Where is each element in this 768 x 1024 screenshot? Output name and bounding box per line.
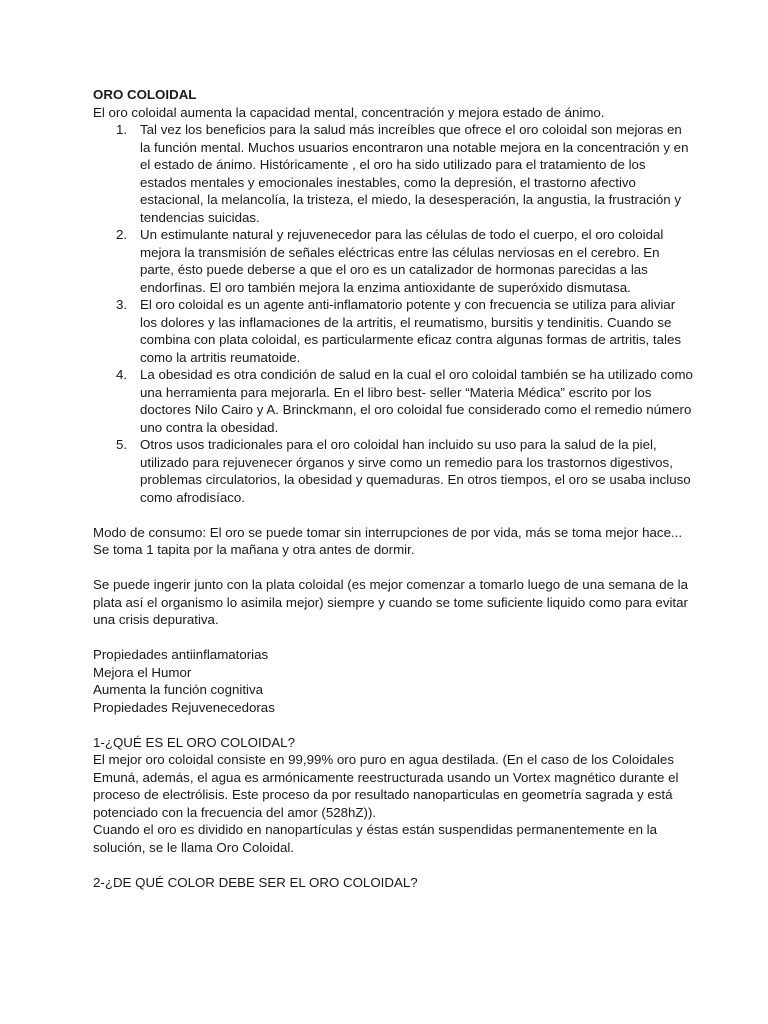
list-item: [93, 226, 693, 296]
spacer: [93, 716, 693, 734]
question-2-heading: 2-¿DE QUÉ COLOR DEBE SER EL ORO COLOIDAL?: [93, 874, 418, 890]
property-line: Propiedades Rejuvenecedoras: [93, 699, 275, 715]
document-title: ORO COLOIDAL: [93, 87, 197, 102]
question-1-heading: 1-¿QUÉ ES EL ORO COLOIDAL?: [93, 734, 295, 750]
list-item: [93, 121, 693, 226]
benefits-list: [93, 121, 693, 506]
list-item-number: 1.: [116, 122, 128, 137]
silver-paragraph: Se puede ingerir junto con la plata coloidal (es mejor comenzar a tomarlo luego de una semana de la plata así el organismo lo asimila mejor) siempre y cuando se tome suficiente liquido como para evitar una crisis depurativa.: [93, 577, 689, 627]
spacer: [93, 856, 693, 874]
list-item: [93, 366, 693, 436]
list-item-text: Un estimulante natural y rejuvenecedor para las células de todo el cuerpo, el oro coloidal mejora la transmisión de señales eléctricas entre las células nerviosas en el cerebro. En parte, ésto puede deberse a que el oro es un catalizador de hormonas parecidas a las endorfinas. El oro también mejora la enzima antioxidante de superóxido dismutasa.: [140, 227, 664, 295]
list-item: [93, 436, 693, 506]
consumption-paragraph: Modo de consumo: El oro se puede tomar sin interrupciones de por vida, más se toma mejor hace... Se toma 1 tapita por la mañana y otra antes de dormir.: [93, 524, 683, 557]
property-line: Aumenta la función cognitiva: [93, 682, 264, 697]
list-item-text: El oro coloidal es un agente anti-inflamatorio potente y con frecuencia se utiliza para aliviar los dolores y las inflamaciones de la artritis, el reumatismo, bursitis y tendinitis. Cuando se combina con plata coloidal, es particularmente eficaz contra algunas formas de artritis, tales como la artritis reumatoide.: [140, 297, 682, 365]
list-item-number: 5.: [116, 437, 128, 452]
property-line: Propiedades antiinflamatorias: [93, 647, 269, 662]
spacer: [93, 559, 693, 577]
list-item-number: 4.: [116, 367, 128, 382]
list-item-number: 2.: [116, 227, 128, 242]
question-1-paragraph-1: El mejor oro coloidal consiste en 99,99% oro puro en agua destilada. (En el caso de los Coloidales Emuná, además, el agua es armónicamente reestructurada usando un Vortex magnético durante el proceso de electrólisis. Este proceso da por resultado nanoparticulas en geometría sagrada y está potenciado con la frecuencia del amor (528hZ)).: [93, 752, 679, 820]
list-item-number: 3.: [116, 297, 128, 312]
property-line: Mejora el Humor: [93, 664, 192, 680]
document-page: [93, 86, 693, 891]
spacer: [93, 629, 693, 647]
list-item: [93, 296, 693, 366]
question-1-paragraph-2: Cuando el oro es dividido en nanopartículas y éstas están suspendidas permanentemente en la solución, se le llama Oro Coloidal.: [93, 822, 658, 855]
intro-paragraph: El oro coloidal aumenta la capacidad mental, concentración y mejora estado de ánimo.: [93, 104, 605, 120]
list-item-text: Tal vez los beneficios para la salud más increíbles que ofrece el oro coloidal son mejoras en la función mental. Muchos usuarios encontraron una notable mejora en la concentración y en el estado de ánimo. Históricamente , el oro ha sido utilizado para el tratamiento de los estados mentales y emocionales inestables, como la depresión, el trastorno afectivo estacional, la melancolía, la tristeza, el miedo, la desesperación, la angustia, la frustración y tendencias suicidas.: [140, 122, 689, 225]
spacer: [93, 506, 693, 524]
list-item-text: Otros usos tradicionales para el oro coloidal han incluido su uso para la salud de la piel, utilizado para rejuvenecer órganos y sirve como un remedio para los trastornos digestivos, problemas circulatorios, la obesidad y quemaduras. En otros tiempos, el oro se usaba incluso como afrodisíaco.: [140, 437, 691, 505]
list-item-text: La obesidad es otra condición de salud en la cual el oro coloidal también se ha utilizado como una herramienta para mejorarla. En el libro best- seller “Materia Médica” escrito por los doctores Nilo Cairo y A. Brinckmann, el oro coloidal fue considerado como el remedio número uno contra la obesidad.: [140, 367, 693, 435]
